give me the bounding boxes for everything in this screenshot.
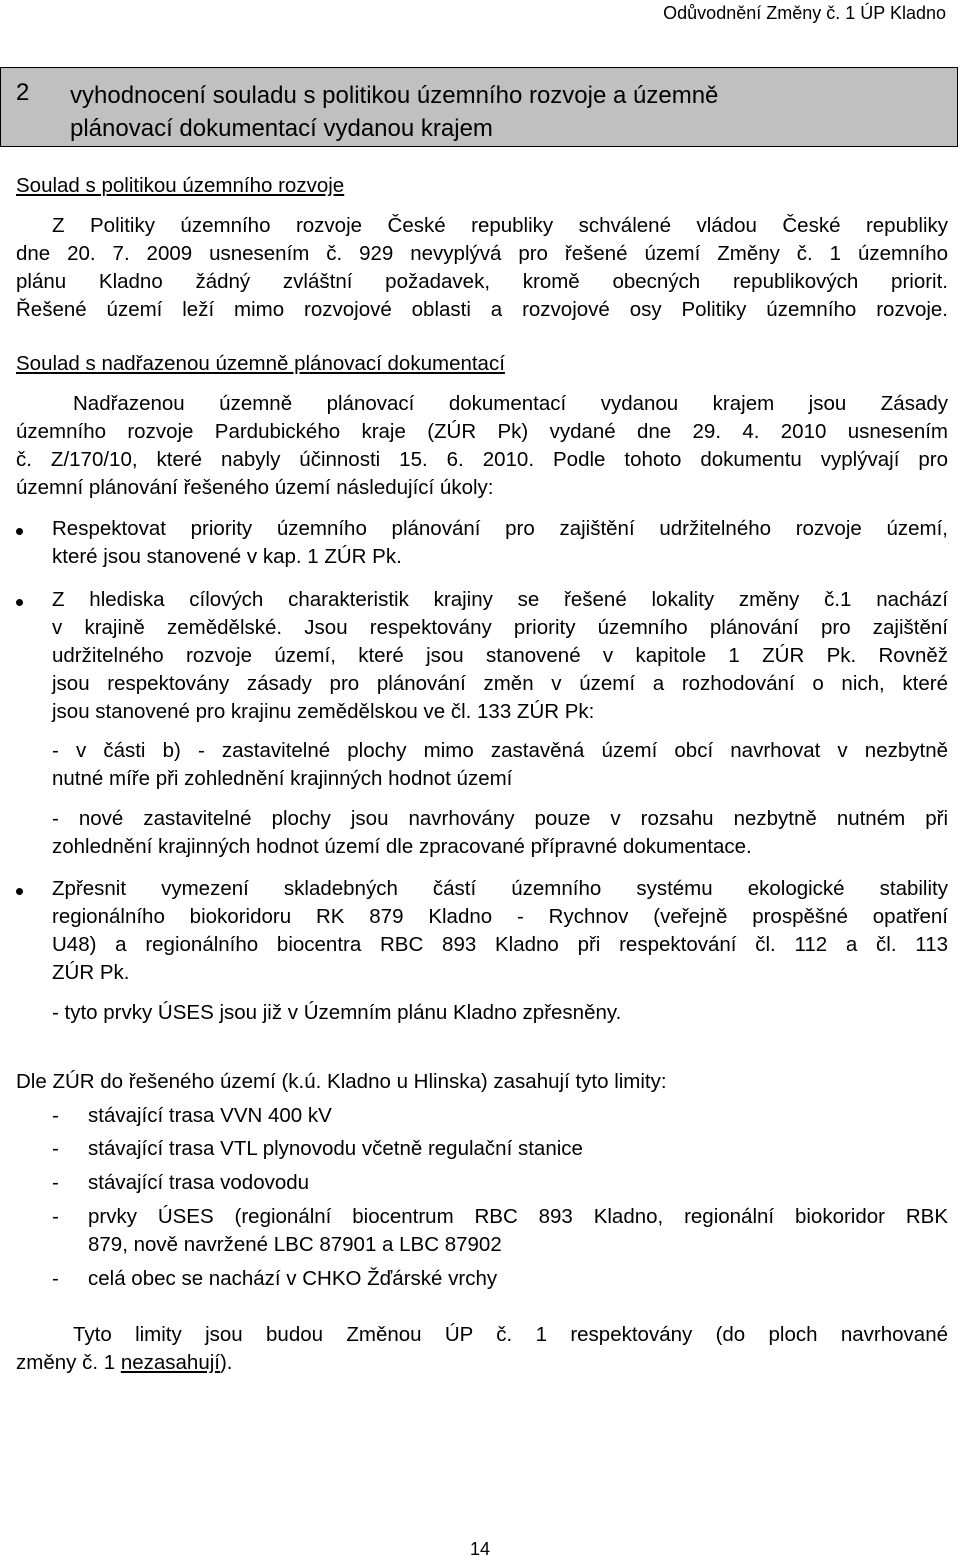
sub-item-line: - tyto prvky ÚSES jsou již v Územním plánu Kladno zpřesněny. [52,1001,622,1024]
section-heading-zur: Soulad s nadřazenou územně plánovací dokumentací [16,352,505,375]
section-pur-paragraph [16,212,948,324]
sub-item [52,737,948,793]
paragraph-line: Z Politiky územního rozvoje České republiky schválené vládou České republiky [52,214,948,237]
list-item-line: Respektovat priority územního plánování pro zajištění udržitelného rozvoje území, [52,517,948,540]
list-item-line: prvky ÚSES (regionální biocentrum RBC 893 Kladno, regionální biokoridor RBK [88,1205,948,1228]
sub-item-line: - nové zastavitelné plochy jsou navrhovány pouze v rozsahu nezbytně nutném při [52,807,948,830]
list-item-line: udržitelného rozvoje území, které jsou stanovené v kapitole 1 ZÚR Pk. Rovněž [52,644,948,667]
list-item-text: stávající trasa VVN 400 kV [88,1104,332,1127]
list-item-text [52,586,948,726]
paragraph-line: Tyto limity jsou budou Změnou ÚP č. 1 respektovány (do ploch navrhované [73,1323,948,1346]
underlined-word: nezasahují [120,1351,220,1374]
sub-item-line: nutné míře při zohlednění krajinných hodnot území [52,767,513,790]
list-item-line: 879, nově navržené LBC 87901 a LBC 87902 [88,1233,502,1256]
list-item-line: ZÚR Pk. [52,961,130,984]
paragraph-line: Řešené území leží mimo rozvojové oblasti a rozvojové osy Politiky územního rozvoje. [16,298,948,321]
list-item [16,1135,948,1163]
chapter-title-line: vyhodnocení souladu s politikou územního rozvoje a územně [70,82,719,109]
bullet-icon [16,888,23,895]
closing-text: změny č. 1 [16,1351,121,1374]
list-item-line: Z hlediska cílových charakteristik krajiny se řešené lokality změny č.1 nachází [52,588,948,611]
list-item [16,1169,948,1197]
dash-marker: - [52,1267,59,1290]
paragraph-line: územní plánování řešeného území následující úkoly: [16,476,494,499]
list-item [16,515,948,575]
paragraph-line: Nadřazenou územně plánovací dokumentací vydanou krajem jsou Zásady [73,392,948,415]
list-item-text [88,1203,948,1259]
list-item-line: Zpřesnit vymezení skladebných částí územního systému ekologické stability [52,877,948,900]
paragraph-line: č. Z/170/10, které nabyly účinnosti 15. 6. 2010. Podle tohoto dokumentu vyplývají pro [16,448,948,471]
paragraph-line: územního rozvoje Pardubického kraje (ZÚR Pk) vydané dne 29. 4. 2010 usnesením [16,420,948,443]
list-item [16,1203,948,1259]
limits-closing-paragraph [16,1321,948,1377]
list-item-text: stávající trasa VTL plynovodu včetně regulační stanice [88,1137,583,1160]
sub-item-line: zohlednění krajinných hodnot území dle zpracované přípravné dokumentace. [52,835,752,858]
list-item-line: jsou respektovány zásady pro plánování změn v území a rozhodování o nich, které [52,672,948,695]
list-item-line: U48) a regionálního biocentra RBC 893 Kladno při respektování čl. 112 a čl. 113 [52,933,948,956]
dash-marker: - [52,1171,59,1194]
list-item [16,1265,948,1293]
paragraph-line: dne 20. 7. 2009 usnesením č. 929 nevyplývá pro řešené území Změny č. 1 územního [16,242,948,265]
list-item [16,1102,948,1130]
list-item-line: v krajině zemědělské. Jsou respektovány priority územního plánování pro zajištění [52,616,948,639]
running-header: Odůvodnění Změny č. 1 ÚP Kladno [663,3,946,23]
list-item-line: regionálního biokoridoru RK 879 Kladno - Rychnov (veřejně prospěšné opatření [52,905,948,928]
dash-marker: - [52,1104,59,1127]
list-item-line: jsou stanovené pro krajinu zemědělskou ve čl. 133 ZÚR Pk: [52,700,595,723]
bullet-icon [16,599,23,606]
list-item-line: které jsou stanovené v kap. 1 ZÚR Pk. [52,545,402,568]
bullet-icon [16,528,23,535]
list-item-text: stávající trasa vodovodu [88,1171,310,1194]
paragraph-line [16,1349,948,1377]
sub-item [52,805,948,861]
page-number: 14 [469,1539,491,1559]
list-item-text [52,875,948,987]
list-item [16,875,948,990]
section-zur-paragraph [16,390,948,502]
chapter-title-line: plánovací dokumentací vydanou krajem [70,115,493,142]
closing-text: ). [219,1351,233,1374]
chapter-number: 2 [16,79,30,106]
list-item-text: celá obec se nachází v CHKO Žďárské vrchy [88,1267,498,1290]
dash-marker: - [52,1205,59,1228]
sub-item [52,999,948,1027]
section-heading-pur: Soulad s politikou územního rozvoje [16,174,345,197]
sub-item-line: - v části b) - zastavitelné plochy mimo zastavěná území obcí navrhovat v nezbytně [52,739,948,762]
list-item [16,586,948,731]
chapter-title [70,79,950,145]
paragraph-line: plánu Kladno žádný zvláštní požadavek, kromě obecných republikových priorit. [16,270,948,293]
list-item-text [52,515,948,571]
limits-intro: Dle ZÚR do řešeného území (k.ú. Kladno u Hlinska) zasahují tyto limity: [16,1070,667,1093]
dash-marker: - [52,1137,59,1160]
